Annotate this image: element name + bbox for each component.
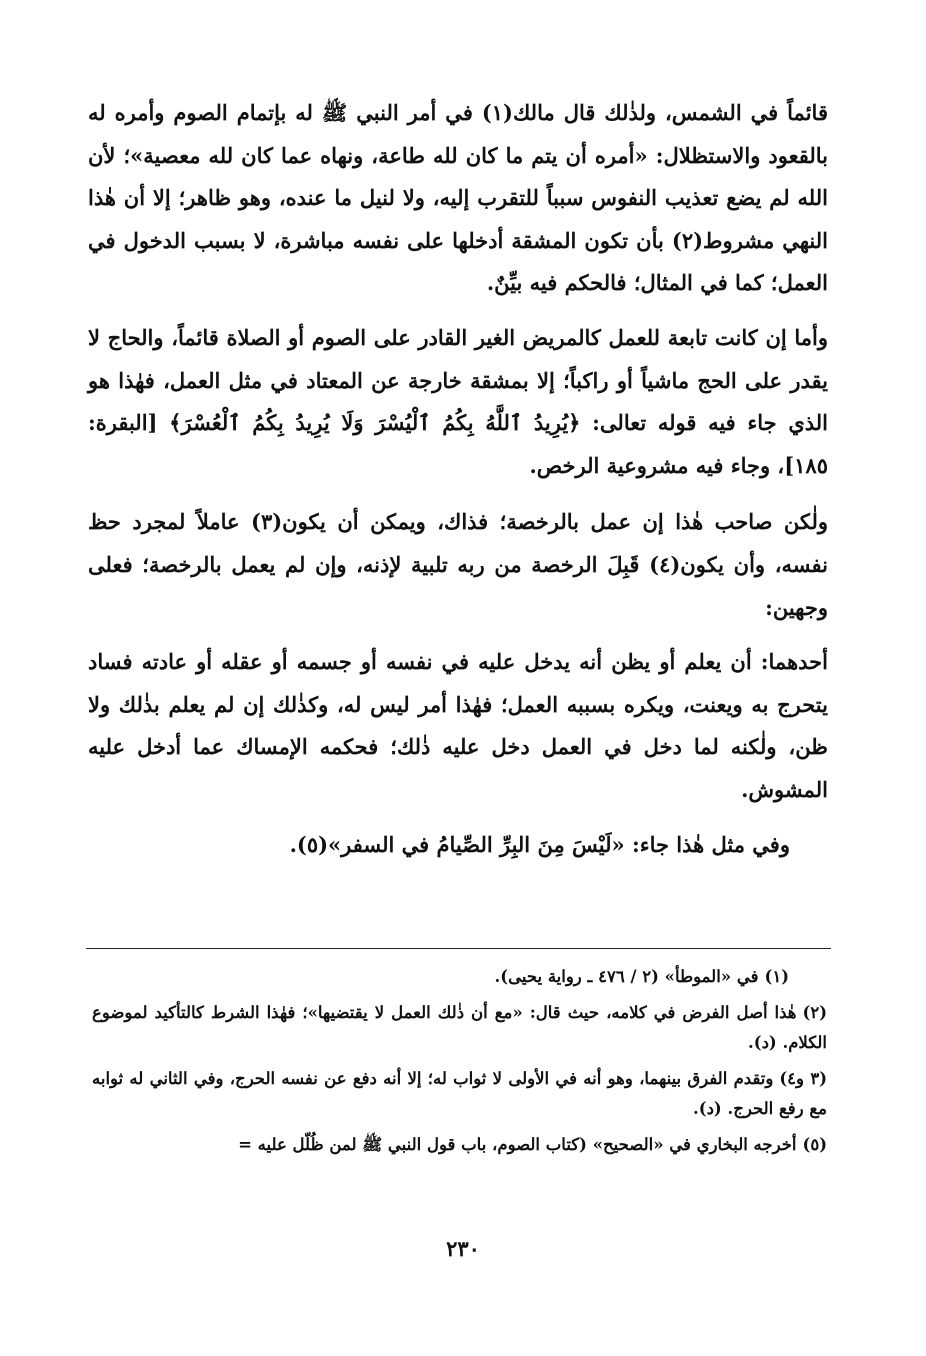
paragraph-4 — [88, 641, 828, 811]
page-number: ٢٣٠ — [446, 1236, 480, 1261]
footnote-1 — [92, 962, 827, 992]
footnote-text: في «الموطأ» (٢ / ٤٧٦ ـ رواية يحيى). — [494, 967, 759, 986]
paragraph-5: وفي مثل هٰذا جاء: «لَيْسَ مِنَ البِرِّ الصِّيامُ في السفر»(٥). — [289, 831, 790, 857]
paragraph-2-text: وأما إن كانت تابعة للعمل كالمريض الغير القادر على الصوم أو الصلاة قائماً، والحاج لا يقدر على الحج ماشياً أو راكباً؛ إلا بمشقة خارجة عن المعتاد في مثل العمل، فهٰذا هو الذي جاء فيه قوله تعالى: — [88, 324, 829, 436]
quran-verse: ﴿يُرِيدُ ٱللَّهُ بِكُمُ ٱلْيُسْرَ وَلَا يُرِيدُ بِكُمُ ٱلْعُسْرَ﴾ — [169, 410, 581, 436]
lead-word: أحدهما: — [760, 649, 828, 675]
paragraph-2-tail: [البقرة: ١٨٥]، وجاء فيه مشروعية الرخص. — [88, 410, 828, 478]
paragraph-1: قائماً في الشمس، ولذٰلك قال مالك(١) في أمر النبي ﷺ له بإتمام الصوم وأمره له بالقعود والاستظلال: «أمره أن يتم ما كان لله طاعة، ونهاه عما كان لله معصية»؛ لأن الله لم يضع تعذيب النفوس سبباً للتقرب إليه، ولا لنيل ما عنده، وهو ظاهر؛ إلا أن هٰذا النهي مشروط(٢) بأن تكون المشقة أدخلها على نفسه مباشرة، لا بسبب الدخول في العمل؛ كما في المثال؛ فالحكم فيه بيِّنٌ. — [88, 100, 828, 296]
footnote-2 — [92, 998, 827, 1058]
paragraph-2 — [88, 317, 828, 487]
footnote-4 — [92, 1130, 827, 1160]
footnotes — [92, 962, 827, 1166]
footnote-number: (١) — [764, 967, 789, 986]
footnote-number: (٣ و٤) — [779, 1069, 827, 1088]
footnote-text: وتقدم الفرق بينهما، وهو أنه في الأولى لا ثواب له؛ إلا أنه دفع عن نفسه الحرج، وفي الثاني له ثوابه مع رفع الحرج. (د). — [92, 1069, 827, 1118]
footnote-text: أخرجه البخاري في «الصحيح» (كتاب الصوم، باب قول النبي ﷺ لمن ظُلّل عليه = — [238, 1135, 797, 1154]
main-text — [88, 92, 828, 878]
footnote-number: (٢) — [802, 1003, 827, 1022]
footnote-divider — [86, 948, 831, 949]
paragraph-3: ولٰكن صاحب هٰذا إن عمل بالرخصة؛ فذاك، ويمكن أن يكون(٣) عاملاً لمجرد حظ نفسه، وأن يكون(٤) قَبِلَ الرخصة من ربه تلبية لإذنه، وإن لم يعمل بالرخصة؛ فعلى وجهين: — [88, 509, 829, 620]
footnote-number: (٥) — [802, 1135, 827, 1154]
footnote-text: هٰذا أصل الفرض في كلامه، حيث قال: «مع أن ذٰلك العمل لا يقتضيها»؛ فهٰذا الشرط كالتأكيد لموضوع الكلام. (د). — [92, 1003, 827, 1052]
paragraph-4-text: أن يعلم أو يظن أنه يدخل عليه في نفسه أو جسمه أو عقله أو عادته فساد يتحرج به ويعنت، ويكره بسببه العمل؛ فهٰذا أمر ليس له، وكذٰلك إن لم يعلم بذٰلك ولا ظن، ولٰكنه لما دخل في العمل دخل عليه ذٰلك؛ فحكمه الإمساك عما أدخل عليه المشوش. — [88, 649, 828, 802]
footnote-3 — [92, 1064, 827, 1124]
